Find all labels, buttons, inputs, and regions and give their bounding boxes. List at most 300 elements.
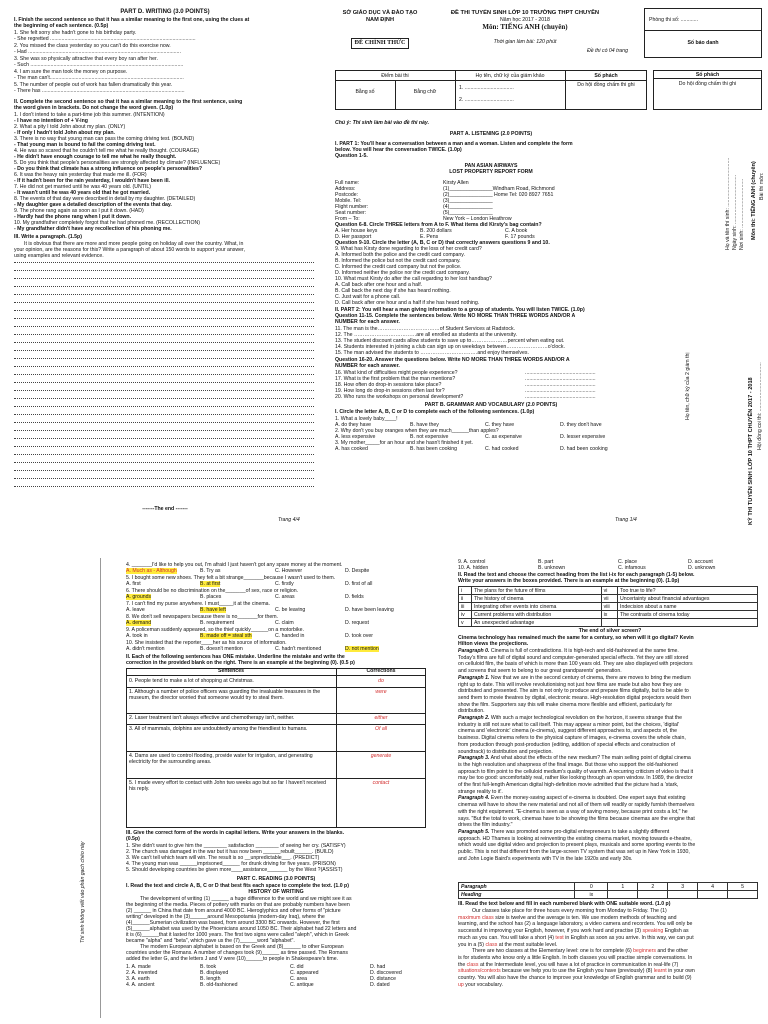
- room-number[interactable]: Phòng thi số: ............: [649, 17, 699, 23]
- option-f[interactable]: F. 17 pounds: [505, 234, 535, 240]
- error-table-correction[interactable]: were: [375, 689, 387, 695]
- q10-d[interactable]: D. Call back after one hour and a half if she has heard nothing.: [335, 300, 480, 306]
- code-header-2: Số phách: [695, 72, 720, 78]
- heading-text: The contrasts of cinema today: [618, 611, 758, 619]
- reading-choice[interactable]: C. appeared: [290, 970, 319, 976]
- reading-q10-d[interactable]: D. unknown: [688, 565, 716, 571]
- writing-q1: 1. She felt sorry she hadn't gone to his birthday party.: [14, 30, 137, 36]
- article-line: Today's films are full of digital sound and computer-generated special effects. Yet they are still stored: [458, 654, 689, 661]
- answer-paragraph-cell: 0: [575, 883, 608, 891]
- q19-answer[interactable]: .................................................: [525, 388, 596, 394]
- grammar-q7-c[interactable]: C. be leaving: [275, 607, 306, 613]
- article-line: on celluloid film, the basis of which is more than 100 years old. They are also displayed with projectors: [458, 661, 693, 668]
- writing-line: [14, 414, 314, 415]
- reading-choice[interactable]: D. dated: [370, 982, 390, 988]
- rewrite-a3: - That young man is bound to fail the coming driving test.: [14, 142, 156, 148]
- article-line: distributed and presented. The aim is not only to produce and prepare films digitally, but to be able to: [458, 688, 689, 695]
- writing-line: [14, 310, 314, 311]
- part2-instruction-cont2: NUMBER for each answer.: [335, 319, 400, 325]
- q14[interactable]: 14. Students interested in joining a club can sign up on weekdays between……………………o'clock.: [335, 344, 565, 350]
- paragraph-heading-answers: [458, 882, 758, 899]
- rewrite-q8: 8. The events of that day were described in detail by my daughter. (DETAILED): [14, 196, 196, 202]
- rewrite-a9: - Hardly had the phone rang when I put it down.: [14, 214, 132, 220]
- article-line: business. Digital cinema refers to the physical capture of images, e-cinema covers the whole chain,: [458, 735, 686, 742]
- form-address-label: Address:: [335, 186, 356, 192]
- grammar-q10-b[interactable]: B. doesn't mention: [200, 646, 243, 652]
- heading-text: The history of cinema: [471, 595, 601, 603]
- form-postcode-value[interactable]: (2)_______________ Home Tel: 020 8927 7651: [443, 192, 554, 198]
- paragraph-label: Paragraph 2.: [458, 715, 490, 721]
- article-line: Paragraph 4. Even the money-saving aspect of e-cinema is doubted. One expert says that existing: [458, 795, 686, 802]
- rewrite-q10: 10. My grandfather completely forgot that he had phoned me. (RECOLLECTION): [14, 220, 200, 226]
- reading-q10-a[interactable]: 10. A. hidden: [458, 565, 489, 571]
- reading-choice[interactable]: 3. A. earth: [126, 976, 150, 982]
- writing-line: [14, 270, 314, 271]
- q17-answer[interactable]: .................................................: [525, 376, 596, 382]
- reading-title: HISTORY OF WRITING: [248, 889, 304, 895]
- option-b[interactable]: B. 200 dollars: [420, 228, 452, 234]
- reading-choice[interactable]: C. did: [290, 964, 304, 970]
- page-number-2: Trang 1/4: [615, 517, 637, 523]
- grammar-q2: 2. Why don't you buy oranges when they are much______than apples?: [335, 428, 499, 434]
- article-line: Paragraph 3. And what about the effects of the new medium? The main selling point of digital cinema: [458, 755, 691, 762]
- article-line: approach. HD Thames is looking at reinventing the existing cinema market, moving towards e-theatre,: [458, 835, 692, 842]
- cloze-line: situations/contexts because we help you to use the English you have (previously) (8) learnt in your own: [458, 968, 695, 975]
- headings-instruction-cont: Write your answers in the boxes provided. There is an example at the beginning (0). (1.0p): [458, 578, 680, 584]
- answer-paragraph-cell: 1: [608, 883, 638, 891]
- article-line: drives the film industry.": [458, 822, 513, 829]
- code-note: Do hội đồng chấm thi ghi: [577, 82, 635, 88]
- reading-line: (5)______alphabet was used by the Phoenicians around 1050 BC. Their alphabet had 22 letters and: [126, 926, 357, 932]
- end-marker: -------The end -------: [142, 506, 188, 512]
- reading-choice[interactable]: B. old-fashioned: [200, 982, 238, 988]
- grammar-q8-d[interactable]: D. request: [345, 620, 369, 626]
- error-table-correction[interactable]: do: [378, 678, 384, 684]
- rewrite-q1: 1. I don't intend to take a part-time job this summer. (INTENTION): [14, 112, 165, 118]
- reading-q9-c[interactable]: C. place: [618, 559, 638, 565]
- question-16-20: Question 16-20. Answer the questions below. Write NO MORE THAN THREE WORDS AND/OR A: [335, 357, 570, 363]
- reading-q9-a[interactable]: 9. A. control: [458, 559, 486, 565]
- article-line: strange reality to it'.: [458, 788, 503, 795]
- q10-b[interactable]: B. Call back the next day if she has heard nothing.: [335, 288, 451, 294]
- form-airline: PAN ASIAN AIRWAYS: [464, 163, 518, 169]
- side-exam-title: KỲ THI TUYỂN SINH LỚP 10 THPT CHUYÊN 2017 - 2018: [748, 377, 754, 525]
- q12[interactable]: 12. The ………………………………are all enrolled as students at the university.: [335, 332, 518, 338]
- reading-line: it is (6)______that it lasted for 1000 years. The first two signs were called "aleph", which in Greek: [126, 932, 349, 938]
- reading-choice[interactable]: 1. A. made: [126, 964, 151, 970]
- answer-heading-cell[interactable]: [698, 891, 728, 899]
- grammar-q4-c[interactable]: C. However: [275, 568, 303, 574]
- reading-line: became "alpha" and "beta", which gave us the (7)______word "alphabet".: [126, 938, 295, 944]
- cloze-line: There are two classes at the Elementary level: one is for complete (6) beginners and the other: [472, 948, 688, 955]
- grammar-q4-a[interactable]: A. Much as - Although: [126, 568, 177, 574]
- grammar-q1-c[interactable]: C. they have: [485, 422, 515, 428]
- answer-heading-cell[interactable]: [608, 891, 638, 899]
- word-form-q3[interactable]: 3. We can't tell which team will win. The result is so __unpredictable___. (PREDICT): [126, 855, 320, 861]
- form-name-label: Full name:: [335, 180, 360, 186]
- grammar-q8-b[interactable]: B. requirement: [200, 620, 235, 626]
- q10-c[interactable]: C. Just wait for a phone call.: [335, 294, 401, 300]
- option-e[interactable]: E. Pens: [420, 234, 439, 240]
- writing-q1-answer[interactable]: - She regretted .....................................................................................................: [14, 36, 196, 42]
- heading-text: The plans for the future of films: [471, 587, 601, 595]
- cloze-answer: speaking: [642, 928, 664, 935]
- writing-sec3: III. Write a paragraph. (1.5p): [14, 234, 82, 240]
- reading-choice[interactable]: C. area: [290, 976, 308, 982]
- reading-line: the beginning of the media. Pieces of pottery with marks on that are probably numbers have been: [126, 902, 350, 908]
- writing-line: [14, 470, 314, 471]
- exam-year: Năm học 2017 - 2018: [500, 17, 550, 23]
- article-line: right up to date. This will involve revolutionising not just how films are made but also how they are: [458, 681, 682, 688]
- grammar-q6-d[interactable]: D. fields: [345, 594, 364, 600]
- paragraph-answer-area[interactable]: [14, 262, 314, 498]
- paragraph-label: Paragraph 1.: [458, 674, 490, 681]
- grammar-q10-c[interactable]: C. hadn't mentioned: [275, 646, 322, 652]
- writing-q3-answer[interactable]: - Such ..........................................................................................................: [14, 62, 184, 68]
- form-route-label: From – To:: [335, 216, 360, 222]
- answer-heading-cell[interactable]: [728, 891, 758, 899]
- error-table-correction[interactable]: contact: [372, 780, 390, 786]
- official-label: ĐỀ CHÍNH THỨC: [354, 39, 406, 46]
- article-line: approach to film point to the celluloid medium's quality of warmth. A recurring criticism of video is that it: [458, 768, 694, 775]
- writing-line: [14, 382, 314, 383]
- form-route-value: New York – London Heathrow: [443, 216, 512, 222]
- paragraph-prompt-3: using examples and relevant evidence.: [14, 253, 104, 259]
- writing-line: [14, 278, 314, 279]
- grammar-q8-a[interactable]: A. demand: [126, 620, 152, 626]
- side-birthplace: Nơi sinh: ..................................: [739, 178, 745, 250]
- q17: 17. What is the first problem that the man mentions?: [335, 376, 456, 382]
- q9-c[interactable]: C. Informed the credit card company but not the police.: [335, 264, 462, 270]
- heading-numeral: vii: [601, 595, 617, 603]
- reading-choice[interactable]: B. displayed: [200, 970, 229, 976]
- form-seat-value[interactable]: (5)_______________: [443, 210, 493, 216]
- option-a[interactable]: A. Her house keys: [335, 228, 378, 234]
- paragraph-prompt-1: It is obvious that there are more and more people going on holiday all over the country. What, in: [24, 241, 244, 247]
- q16-answer[interactable]: .................................................: [525, 370, 596, 376]
- q18-answer[interactable]: .................................................: [525, 382, 596, 388]
- q9-text: 9. What has Kirsty done regarding to the loss of her credit card?: [335, 246, 482, 252]
- grammar-q4-b[interactable]: B. Try as: [200, 568, 221, 574]
- article-line: Paragraph 5. There was promoted some pro-digital entrepreneurs to take a slightly different: [458, 828, 670, 835]
- writing-sec2: II. Complete the second sentence so that it has a similar meaning to the first sentence, using: [14, 99, 243, 105]
- side-proctors: Họ tên, chữ ký của 2 giám thị: [685, 352, 691, 420]
- part1-instruction: I. PART 1: You'll hear a conversation between a man and a woman. Listen and complete the form: [335, 141, 573, 147]
- q9-d[interactable]: D. Informed neither the police nor the credit card company.: [335, 270, 470, 276]
- writing-line: [14, 446, 314, 447]
- answer-paragraph-cell: Paragraph: [459, 883, 575, 891]
- answer-heading-cell[interactable]: [638, 891, 668, 899]
- grammar-q5: 5. I bought some new shoes. They felt a bit strange_______because I wasn't used to them.: [126, 575, 336, 581]
- grammar-q2-d[interactable]: D. lesser expensive: [560, 434, 606, 440]
- article-line: says. "But the total to work, cinemas have to be showing the films because cinemas are the engine that: [458, 815, 695, 822]
- grammar-q6-a[interactable]: A. grounds: [126, 594, 152, 600]
- writing-line: [14, 294, 314, 295]
- reading-choice[interactable]: 4. A. ancient: [126, 982, 155, 988]
- writing-line: [14, 302, 314, 303]
- writing-line: [14, 318, 314, 319]
- error-table-header-sentence: Sentences: [218, 668, 244, 674]
- grammar-q5-b[interactable]: B. at first: [200, 581, 221, 587]
- writing-line: [14, 366, 314, 367]
- grammar-q2-b[interactable]: B. not expensive: [410, 434, 449, 440]
- code-note-2: Do hội đồng chấm thi ghi: [678, 81, 737, 87]
- writing-line: [14, 398, 314, 399]
- error-table-sentence: 1. Although a number of police officers was guarding the invaluable treasures in the museum, the director worried that someone would try to steal them.: [129, 689, 321, 702]
- grammar-q9: 9. A policeman suddenly appeared, so the thief quickly______on a motorbike.: [126, 627, 304, 633]
- side-subject: Môn thi: TIẾNG ANH (chuyên): [751, 161, 757, 240]
- heading-numeral: ix: [601, 611, 617, 619]
- article-line: send them to movie theatres by digital, electronic means. High-resolution digital projectors would then: [458, 694, 691, 701]
- examiner-header: Họ tên, chữ ký của giám khảo: [475, 73, 545, 79]
- reading-choice[interactable]: B. length: [200, 976, 221, 982]
- grammar-q9-d[interactable]: D. took over: [345, 633, 373, 639]
- grammar-q2-c[interactable]: C. as expensive: [485, 434, 522, 440]
- grammar-q10-a[interactable]: A. didn't mention: [126, 646, 165, 652]
- cloze-line: is for students who know only a little English. In both classes you will practise simple conversations. In: [458, 954, 693, 961]
- article-line: Paragraph 0. Cinema is full of contradictions. It is high-tech and old-fashioned at the same time.: [458, 648, 679, 654]
- q16: 16. What kind of difficulties might people experience?: [335, 370, 458, 376]
- word-form-q4[interactable]: 4. The young man was ______imprisoned______ for drunk driving for five years. (PRISON): [126, 861, 336, 867]
- heading-text: Current problems with distribution: [471, 611, 601, 619]
- reading-q9-d[interactable]: D. account: [688, 559, 713, 565]
- cloze-line: much as you can. You will take a short (4) test in English as soon as you arrive. In this way, we can put: [458, 934, 694, 941]
- error-table-sentence: 5. I made every effort to contact with John two weeks ago but so far I haven't received his reply.: [129, 780, 326, 793]
- question-6-8: Question 6-8. Circle THREE letters from A to F. What items did Kirsty's bag contain?: [335, 222, 542, 228]
- word-form-q2[interactable]: 2. The church was damaged in the war but it has now been ______rebuilt______. (BUILD): [126, 849, 334, 855]
- cloze-instruction: III. Read the text below and fill in each numbered blank with ONE suitable word. (1.0 p): [458, 901, 671, 907]
- form-mobile-value[interactable]: (3)_______________: [443, 198, 493, 204]
- heading-row: [459, 595, 758, 603]
- heading-numeral: iv: [459, 611, 472, 619]
- reading-choice[interactable]: D. had: [370, 964, 386, 970]
- reading-line: (4)______Sumerian civilization was based, from around 3300 BC onwards. However, the first: [126, 920, 340, 926]
- page-reading: [452, 548, 768, 1024]
- heading-row: [459, 611, 758, 619]
- reading-instruction: I. Read the text and circle A, B, C or D that best fits each space to complete the text. (1.0 p): [126, 883, 349, 889]
- exam-page-count: Đề thi có 04 trang: [587, 48, 628, 54]
- reading-choice[interactable]: D. discovered: [370, 970, 402, 976]
- examiner-2[interactable]: 2. ..................................: [459, 97, 514, 103]
- error-table-header-correction: Corrections: [366, 668, 396, 674]
- heading-row: [459, 619, 758, 627]
- rewrite-a5: - Do you think that climate has a strong influence on people's personalities?: [14, 166, 203, 172]
- answer-heading-cell: Heading: [459, 891, 575, 899]
- cloze-line: successful in improving your English, however, if you work hard and practise (3) speaking English as: [458, 928, 689, 935]
- grammar-q3: 3. My mother_____for an hour and she hasn't finished it yet.: [335, 440, 473, 446]
- grammar-q6: 6. There should be no discrimination on the_______of sex, race or religion.: [126, 588, 299, 594]
- q13[interactable]: 13. The student discount cards allow students to save up to…………………percent when eating out.: [335, 338, 565, 344]
- form-flight-value[interactable]: (4)_______________: [443, 204, 493, 210]
- writing-line: [14, 374, 314, 375]
- grammar-q3-b[interactable]: B. has been cooking: [410, 446, 458, 452]
- word-form-q1[interactable]: 1. She didn't want to give him the ________ satisfaction ________ of seeing her cry. (SATISFY): [126, 843, 346, 849]
- article-title: The end of silver screen?: [578, 628, 642, 634]
- grammar-q7-b[interactable]: B. have left: [200, 607, 226, 613]
- writing-q5: 5. The number of people out of work has fallen dramatically this year.: [14, 82, 173, 88]
- reading-choice[interactable]: C. antique: [290, 982, 314, 988]
- grammar-q10: 10. She insisted that the reporter____her as his source of information.: [126, 640, 287, 646]
- cloze-answer: beginners: [633, 948, 656, 955]
- cloze-line: maximum class size is twelve and the average is ten. We use modern methods of teaching and: [458, 914, 677, 921]
- grammar-q8: 8. We don't sell newspapers because there is no_______for them.: [126, 614, 279, 620]
- q19: 19. How long do drop-in sessions often last for?: [335, 388, 445, 394]
- reading-choice[interactable]: D. distance: [370, 976, 396, 982]
- article-line: cinema and 'electronic' cinema (e-cinema), suggest different approaches to, and aspects of, the: [458, 728, 678, 735]
- form-name-value: Kirsty Allen: [443, 180, 469, 186]
- article-subtitle-cont: Hilton views the projections.: [458, 641, 529, 647]
- grammar-q3-a[interactable]: A. has cooked: [335, 446, 368, 452]
- cloze-answer: maximum: [458, 914, 481, 921]
- paragraph-label: Paragraph 0.: [458, 648, 490, 654]
- reading-line: writing" developed in the (3)______around Mesopotamia (modern-day Iraq), where the: [126, 914, 325, 920]
- rewrite-a10: - My grandfather didn't have any recollection of his phoning me.: [14, 226, 172, 232]
- heading-numeral: v: [459, 619, 472, 627]
- article-line: distribution.: [458, 708, 485, 715]
- writing-title: PART D. WRITING (3.0 POINTS): [120, 9, 210, 15]
- grammar-q1-a[interactable]: A. do they have: [335, 422, 372, 428]
- heading-numeral: iii: [459, 603, 472, 611]
- page-listening: [335, 0, 768, 530]
- error-table-sentence: 0. People tend to make a lot of shopping at Christmas.: [129, 678, 254, 684]
- writing-line: [14, 350, 314, 351]
- question-16-20-cont: NUMBER for each answer.: [335, 363, 400, 369]
- answer-paragraph-cell: 3: [668, 883, 698, 891]
- q9-a[interactable]: A. Informed both the police and the credit card company.: [335, 252, 465, 258]
- paragraph-prompt-2: your opinion, are the reasons for this? Write a paragraph of about 150 words to support your answer,: [14, 247, 245, 253]
- writing-q5-answer[interactable]: - There has ...................................................................................................: [14, 88, 185, 94]
- rewrite-q2: 2. What a pity I told John about my plan. (ONLY): [14, 124, 126, 130]
- form-address-value[interactable]: (1)_______________Windham Road, Richmond: [443, 186, 555, 192]
- q20: 20. Who runs the workshops on personal development?: [335, 394, 464, 400]
- grammar-q8-c[interactable]: C. claim: [275, 620, 294, 626]
- grammar-q4-d[interactable]: D. Despite: [345, 568, 370, 574]
- grammar-q1-d[interactable]: D. they don't have: [560, 422, 602, 428]
- writing-q2-answer[interactable]: - Had ..........................................................................................................: [14, 49, 181, 55]
- error-correction-instruction: II. Each of the following sentences has ONE mistake. Underline the mistake and write the: [126, 654, 345, 660]
- grammar-q3-d[interactable]: D. had been cooking: [560, 446, 608, 452]
- writing-line: [14, 438, 314, 439]
- heading-text: Integrating other events into cinema: [471, 603, 601, 611]
- grammar-q6-c[interactable]: C. areas: [275, 594, 295, 600]
- cloze-answer: up: [458, 981, 464, 988]
- writing-line: [14, 454, 314, 455]
- article-line: of the first full-length American digital high-definition movie admitted that the picture had a 'stark,: [458, 782, 679, 788]
- exam-subject: Môn: TIẾNG ANH (chuyên): [482, 23, 568, 31]
- reading-q10-b[interactable]: B. unknown: [538, 565, 566, 571]
- article-line: cinemas will have to show the new material and not all of them will readily or rapidly furnish themselves: [458, 802, 695, 809]
- page-writing: [0, 0, 330, 530]
- grammar-q10-d[interactable]: D. not mention: [345, 646, 379, 652]
- q10-text: 10. What must Kirsty do after the call regarding to her lost handbag?: [335, 276, 492, 282]
- reading-choice[interactable]: B. took: [200, 964, 217, 970]
- grammar-q9-a[interactable]: A. took in: [126, 633, 148, 639]
- examiner-1[interactable]: 1. ..................................: [459, 85, 514, 91]
- error-table-correction[interactable]: either: [374, 715, 388, 721]
- option-d[interactable]: D. Her passport: [335, 234, 372, 240]
- side-exam-label: Bài thi môn:: [759, 172, 765, 200]
- grammar-q5-d[interactable]: D. first of all: [345, 581, 373, 587]
- rewrite-q6: 6. It was the heavy rain yesterday that made me ill. (FOR): [14, 172, 147, 178]
- side-candidate-name: Họ và tên thí sinh: ..................................: [725, 157, 731, 250]
- grammar-q7-a[interactable]: A. leave: [126, 607, 145, 613]
- grammar-q5-a[interactable]: A. first: [126, 581, 141, 587]
- q9-b[interactable]: B. Informed the police but not the credit card company.: [335, 258, 461, 264]
- article-line: may be too good: uncomfortably real, rather like looking through an open window. In 1989, the director: [458, 775, 693, 782]
- grammar-q9-c[interactable]: C. handed in: [275, 633, 305, 639]
- writing-q4-answer[interactable]: - The man can't.............................................................................................: [14, 75, 184, 81]
- q11[interactable]: 11. The man is the………………………………of Student Services at Radstock.: [335, 326, 515, 332]
- cloze-line: learning, and the school has (2) a language laboratory, a video camera and recorders. You will only be: [458, 921, 693, 928]
- writing-line: [14, 326, 314, 327]
- grammar-q1-b[interactable]: B. have they: [410, 422, 439, 428]
- grammar-q2-a[interactable]: A. less expensive: [335, 434, 376, 440]
- error-table-correction[interactable]: Of all: [374, 726, 388, 732]
- cloze-answer: class: [481, 914, 494, 921]
- reading-line: The modern European alphabet is based on the Greek and (8)______ to other European: [140, 944, 344, 950]
- answer-heading-cell[interactable]: [668, 891, 698, 899]
- headings-list: [458, 586, 758, 627]
- option-c[interactable]: C. A book: [505, 228, 528, 234]
- candidate-number-label: Số báo danh: [687, 40, 719, 46]
- writing-line: [14, 462, 314, 463]
- error-correction-instruction-cont: correction in the provided blank on the right. There is an example at the beginning (0). (0.5 p): [126, 660, 355, 666]
- q20-answer[interactable]: .................................................: [525, 394, 596, 400]
- part-a-title: PART A. LISTENING (2.0 POINTS): [449, 131, 533, 137]
- word-form-q5[interactable]: 5. Should developing countries be given more____assistance_______ by the West ?(ASSIST): [126, 867, 343, 873]
- reading-choice[interactable]: 2. A. invented: [126, 970, 158, 976]
- reading-line: The development of writing (1) ______ a huge difference to the world and we might see it as: [140, 896, 352, 902]
- writing-sec2-cont: the word given in brackets. Do not change the word given. (1.0p): [14, 105, 174, 111]
- form-title: LOST PROPERTY REPORT FORM: [449, 169, 533, 175]
- writing-line: [14, 390, 314, 391]
- heading-text: Uncertainty about financial advantages: [618, 595, 758, 603]
- cloze-line: Our classes take place for three hours every morning from Monday to Friday. The (1): [472, 908, 667, 914]
- rewrite-a8: - My daughter gave a detailed description of the events that day.: [14, 202, 172, 208]
- grammar-q6-b[interactable]: B. places: [200, 594, 222, 600]
- answer-paragraph-cell: 5: [728, 883, 758, 891]
- reading-q9-b[interactable]: B. part: [538, 559, 554, 565]
- q15[interactable]: 15. The man advised the students to ……………………………and enjoy themselves.: [335, 350, 529, 356]
- q10-a[interactable]: A. Call back after one hour and a half.: [335, 282, 423, 288]
- department-name: SỞ GIÁO DỤC VÀ ĐÀO TẠO: [342, 10, 418, 16]
- grammar-q7-d[interactable]: D. have been leaving: [345, 607, 394, 613]
- department-province: NAM ĐỊNH: [366, 17, 394, 23]
- article-line: soundtrack) to distribution and projection.: [458, 748, 553, 755]
- paragraph-label: Paragraph 5.: [458, 828, 490, 835]
- candidate-box: [644, 8, 762, 58]
- article-line: Paragraph 2. With such a major technological revolution on the horizon, it seems strange that the: [458, 715, 683, 721]
- grammar-q9-b[interactable]: B. made off = steal sth: [200, 633, 252, 639]
- page-number: Trang 4/4: [278, 517, 300, 523]
- article-subtitle: Cinema technology has remained much the same for a century, so when will it go digital? Kevin: [458, 635, 694, 641]
- cloze-answer: class: [466, 961, 479, 968]
- cloze-answer: situations/contexts: [458, 968, 501, 975]
- word-form-instruction-cont: (0.5p): [126, 836, 140, 842]
- reading-q10-c[interactable]: C. infamous: [618, 565, 646, 571]
- grammar-q5-c[interactable]: C. firstly: [275, 581, 294, 587]
- grammar-q3-c[interactable]: C. had cooked: [485, 446, 519, 452]
- error-table-correction[interactable]: generate: [370, 753, 392, 759]
- writing-q2: 2. You missed the class yesterday so you can't do this exercise now.: [14, 43, 171, 49]
- grammar-q4: 4. _______I'd like to help you out, I'm afraid I just haven't got any spare money at the moment.: [126, 562, 343, 568]
- heading-numeral: vi: [601, 587, 617, 595]
- part-b-instruction: I. Circle the letter A, B, C or D to complete each of the following sentences. (1.0p): [335, 409, 535, 415]
- cloze-answer: learnt: [653, 968, 667, 975]
- rewrite-q3: 3. There is no way that young man can pass the coming driving test. (BOUND): [14, 136, 195, 142]
- score-digits-label: Bằng số: [355, 89, 375, 95]
- rewrite-a7: - It wasn't until he was 40 years old that he got married.: [14, 190, 151, 196]
